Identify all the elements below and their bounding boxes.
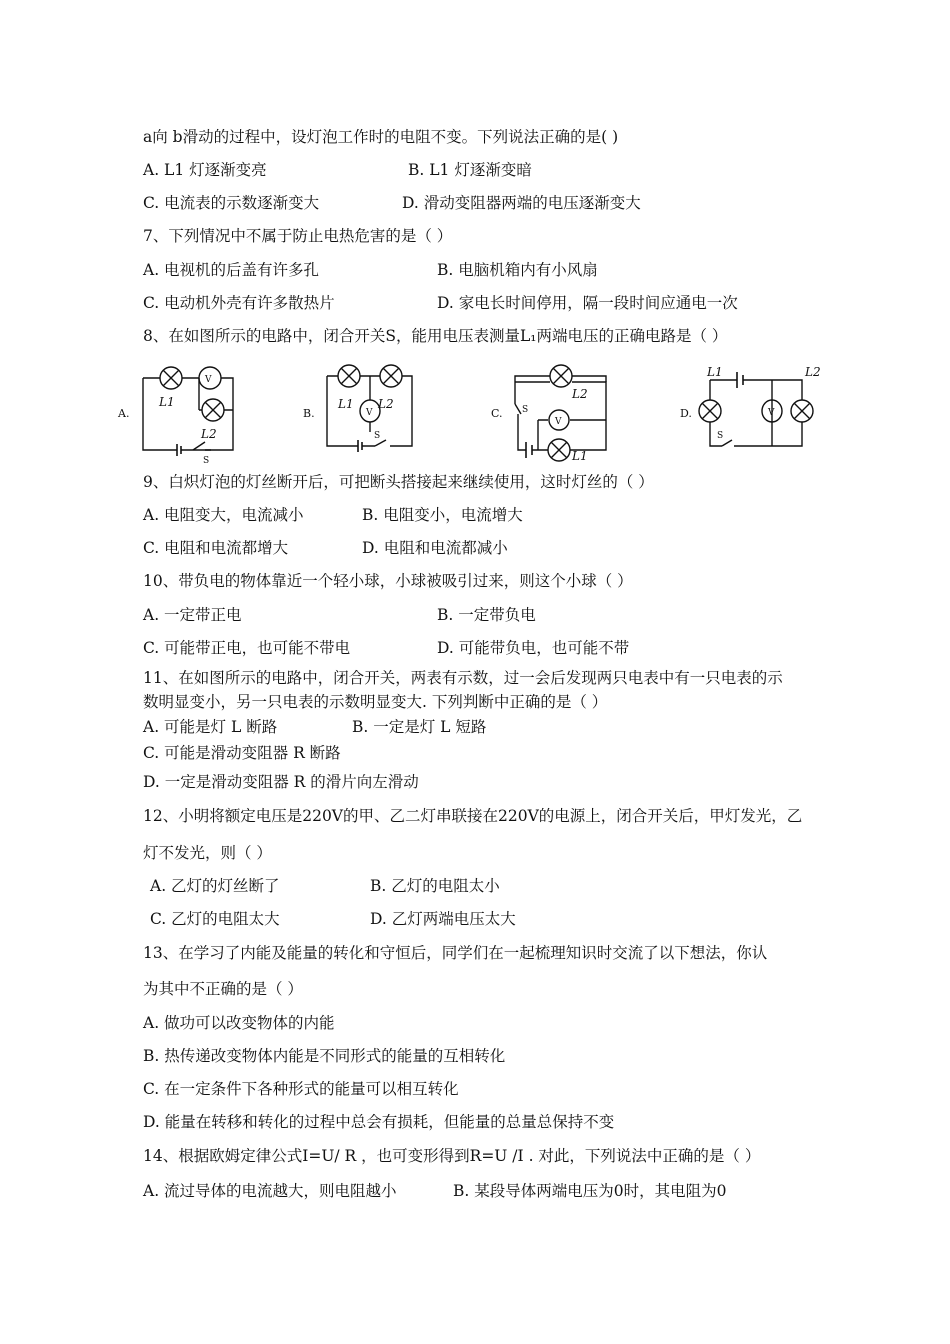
q13-option-c[interactable]: C. 在一定条件下各种形式的能量可以相互转化	[143, 1080, 459, 1098]
q7-stem: 7、下列情况中不属于防止电热危害的是（ ）	[143, 227, 453, 245]
q9-option-c[interactable]: C. 电阻和电流都增大	[143, 539, 289, 557]
q13-stem-line2: 为其中不正确的是（ ）	[143, 980, 303, 998]
q14-option-a[interactable]: A. 流过导体的电流越大，则电阻越小	[143, 1182, 397, 1200]
q9-option-b[interactable]: B. 电阻变小，电流增大	[362, 506, 523, 524]
l2-text: L2	[201, 427, 217, 441]
q12-option-c[interactable]: C. 乙灯的电阻太大	[150, 910, 280, 928]
q7-option-a[interactable]: A. 电视机的后盖有许多孔	[143, 261, 320, 279]
q9-option-a[interactable]: A. 电阻变大，电流减小	[143, 506, 304, 524]
voltmeter-v-text: V	[205, 375, 212, 385]
q11-stem-line1: 11、在如图所示的电路中，闭合开关，两表有示数，过一会后发现两只电表中有一只电表的示	[143, 669, 783, 687]
circuit-c-label: C.	[491, 407, 503, 420]
q13-option-d[interactable]: D. 能量在转移和转化的过程中总会有损耗，但能量的总量总保持不变	[143, 1113, 615, 1131]
circuit-b[interactable]	[303, 365, 412, 452]
svg-text:S: S	[717, 431, 724, 441]
q10-option-a[interactable]: A. 一定带正电	[143, 606, 242, 624]
q6-option-a[interactable]: A. L1 灯逐渐变亮	[143, 161, 267, 179]
svg-text:L2: L2	[378, 397, 394, 411]
svg-text:V: V	[366, 408, 373, 418]
svg-text:S: S	[522, 405, 529, 415]
q11-option-d[interactable]: D. 一定是滑动变阻器 R 的滑片向左滑动	[143, 773, 419, 791]
q11-stem-line2: 数明显变小，另一只电表的示数明显变大. 下列判断中正确的是（ ）	[143, 693, 608, 711]
q13-stem-line1: 13、在学习了内能及能量的转化和守恒后，同学们在一起梳理知识时交流了以下想法，你认	[143, 944, 768, 962]
circuit-a-label: A.	[118, 407, 130, 420]
q12-option-b[interactable]: B. 乙灯的电阻太小	[370, 877, 500, 895]
svg-text:L2: L2	[572, 387, 588, 401]
circuit-d[interactable]	[680, 365, 821, 446]
circuit-b-label: B.	[303, 407, 315, 420]
q9-stem: 9、白炽灯泡的灯丝断开后，可把断头搭接起来继续使用，这时灯丝的（ ）	[143, 473, 654, 491]
q10-option-b[interactable]: B. 一定带负电	[437, 606, 536, 624]
circuit-c[interactable]	[491, 365, 606, 463]
l1-text: L1	[159, 395, 175, 409]
s-text: S	[203, 456, 210, 466]
svg-text:L1: L1	[338, 397, 354, 411]
circuit-a[interactable]	[117, 367, 233, 466]
q14-option-b[interactable]: B. 某段导体两端电压为0时，其电阻为0	[453, 1182, 727, 1200]
svg-text:L2: L2	[805, 365, 821, 379]
q12-stem-line2: 灯不发光，则（ ）	[143, 844, 272, 862]
circuit-figures	[115, 362, 835, 467]
svg-text:S: S	[374, 431, 381, 441]
q10-option-d[interactable]: D. 可能带负电，也可能不带	[437, 639, 630, 657]
q12-stem-line1: 12、小明将额定电压是220V的甲、乙二灯串联接在220V的电源上，闭合开关后，甲灯发光，乙	[143, 807, 803, 825]
q13-option-b[interactable]: B. 热传递改变物体内能是不同形式的能量的互相转化	[143, 1047, 506, 1065]
svg-text:L1: L1	[707, 365, 723, 379]
q11-option-a[interactable]: A. 可能是灯 L 断路	[143, 718, 278, 736]
q10-stem: 10、带负电的物体靠近一个轻小球，小球被吸引过来，则这个小球（ ）	[143, 572, 633, 590]
q11-option-b[interactable]: B. 一定是灯 L 短路	[352, 718, 487, 736]
q13-option-a[interactable]: A. 做功可以改变物体的内能	[143, 1014, 335, 1032]
q6-option-b[interactable]: B. L1 灯逐渐变暗	[408, 161, 532, 179]
q7-option-d[interactable]: D. 家电长时间停用，隔一段时间应通电一次	[437, 294, 738, 312]
q10-option-c[interactable]: C. 可能带正电，也可能不带电	[143, 639, 351, 657]
q9-option-d[interactable]: D. 电阻和电流都减小	[362, 539, 508, 557]
q7-option-b[interactable]: B. 电脑机箱内有小风扇	[437, 261, 598, 279]
q6-option-c[interactable]: C. 电流表的示数逐渐变大	[143, 194, 320, 212]
q12-option-d[interactable]: D. 乙灯两端电压太大	[370, 910, 516, 928]
q7-option-c[interactable]: C. 电动机外壳有许多散热片	[143, 294, 335, 312]
q11-option-c[interactable]: C. 可能是滑动变阻器 R 断路	[143, 744, 341, 762]
q14-stem: 14、根据欧姆定律公式I=U/ R ，也可变形得到R=U /I . 对此，下列说法中正确的是（ ）	[143, 1147, 761, 1165]
q6-option-d[interactable]: D. 滑动变阻器两端的电压逐渐变大	[402, 194, 641, 212]
q8-stem: 8、在如图所示的电路中，闭合开关S，能用电压表测量L₁两端电压的正确电路是（ ）	[143, 327, 728, 345]
svg-text:L1: L1	[572, 449, 588, 463]
q12-option-a[interactable]: A. 乙灯的灯丝断了	[150, 877, 280, 895]
circuit-d-label: D.	[680, 407, 692, 420]
svg-text:V: V	[768, 408, 775, 418]
svg-text:V: V	[555, 417, 562, 427]
q6-stem-tail: a向 b滑动的过程中，设灯泡工作时的电阻不变。下列说法正确的是( )	[143, 128, 619, 146]
